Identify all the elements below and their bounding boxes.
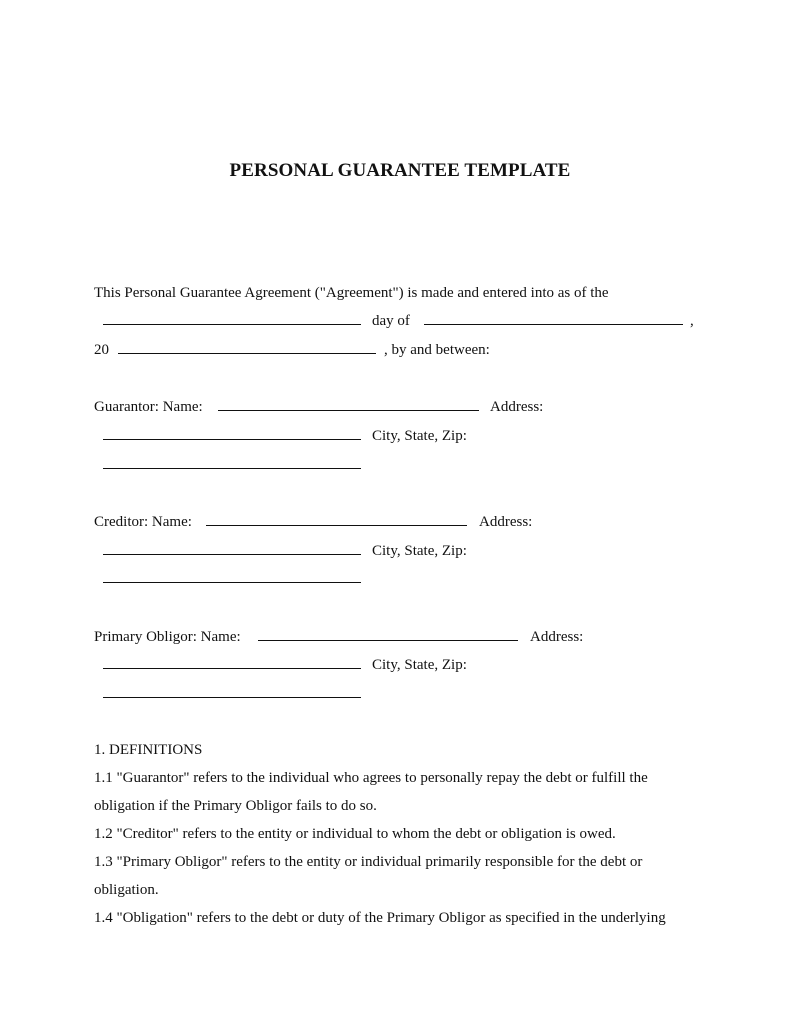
intro-text: This Personal Guarantee Agreement ("Agreement") is made and entered into as of the (94, 285, 609, 301)
guarantor-name-field[interactable] (218, 410, 479, 411)
definition-1-3-line-2: obligation. (94, 882, 159, 898)
by-and-between-label: , by and between: (384, 342, 490, 358)
obligor-name-field[interactable] (258, 640, 518, 641)
guarantor-name-label: Guarantor: Name: (94, 399, 203, 415)
definition-1-1-line-1: 1.1 "Guarantor" refers to the individual who agrees to personally repay the debt or fulfill the (94, 770, 648, 786)
guarantor-address-field[interactable] (103, 439, 361, 440)
definition-1-2: 1.2 "Creditor" refers to the entity or individual to whom the debt or obligation is owed. (94, 826, 616, 842)
definition-1-1-line-2: obligation if the Primary Obligor fails to do so. (94, 798, 377, 814)
guarantor-city-field[interactable] (103, 468, 361, 469)
guarantor-address-label: Address: (490, 399, 544, 415)
definition-1-3-line-1: 1.3 "Primary Obligor" refers to the entity or individual primarily responsible for the debt or (94, 854, 643, 870)
obligor-address-label: Address: (530, 629, 584, 645)
creditor-address-field[interactable] (103, 554, 361, 555)
creditor-address-label: Address: (479, 514, 533, 530)
agreement-year-field[interactable] (118, 353, 376, 354)
agreement-month-field[interactable] (424, 324, 683, 325)
creditor-city-field[interactable] (103, 582, 361, 583)
creditor-city-label: City, State, Zip: (372, 543, 467, 559)
obligor-address-field[interactable] (103, 668, 361, 669)
day-of-label: day of (372, 313, 410, 329)
comma-label: , (690, 313, 694, 329)
obligor-name-label: Primary Obligor: Name: (94, 629, 241, 645)
creditor-name-field[interactable] (206, 525, 467, 526)
year-prefix-label: 20 (94, 342, 109, 358)
document-title: PERSONAL GUARANTEE TEMPLATE (229, 160, 571, 181)
guarantor-city-label: City, State, Zip: (372, 428, 467, 444)
obligor-city-field[interactable] (103, 697, 361, 698)
definitions-heading: 1. DEFINITIONS (94, 742, 203, 758)
obligor-city-label: City, State, Zip: (372, 657, 467, 673)
agreement-day-field[interactable] (103, 324, 361, 325)
definition-1-4-line-1: 1.4 "Obligation" refers to the debt or duty of the Primary Obligor as specified in the underlying (94, 910, 666, 926)
creditor-name-label: Creditor: Name: (94, 514, 192, 530)
